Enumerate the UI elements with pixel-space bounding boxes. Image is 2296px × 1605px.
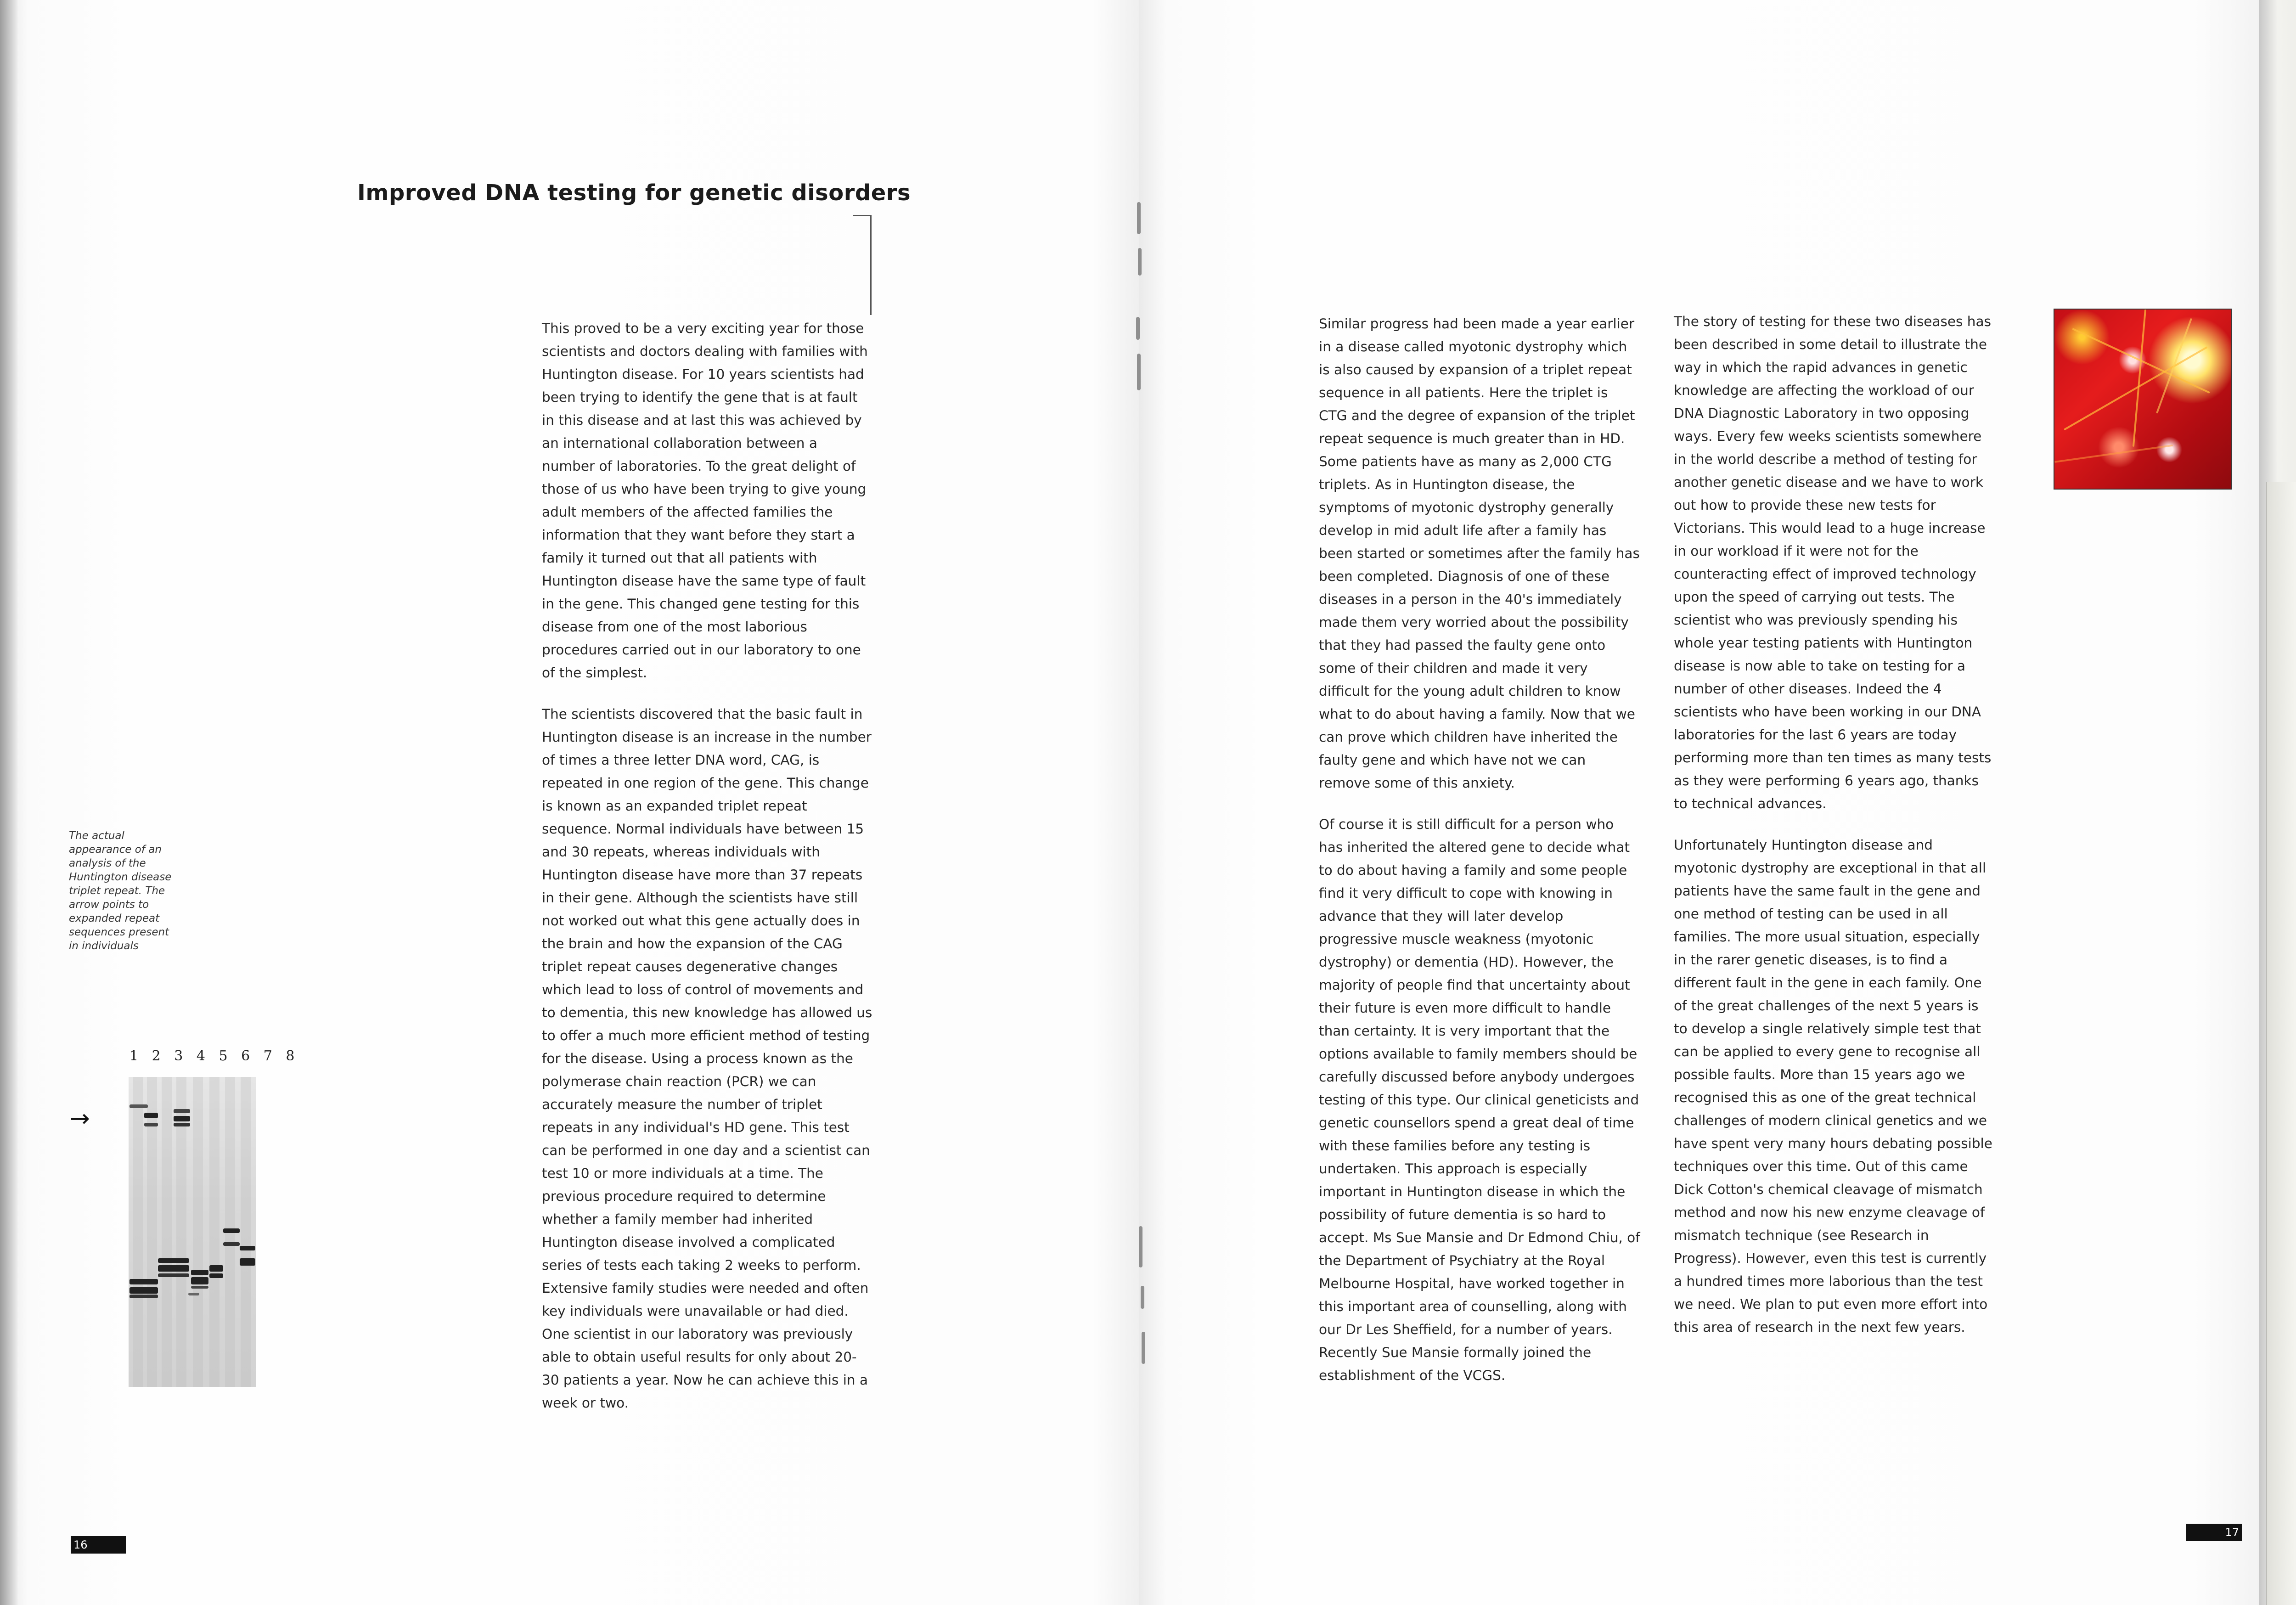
text-column-2: [1319, 312, 1640, 1405]
paragraph: Similar progress had been made a year earlier in a disease called myotonic dystrophy which is also caused by expansion of a triplet repeat sequence in all patients. Here the triplet is CTG and the degree of expansion of the triplet repeat sequence is much greater than in HD. Some patients have as many as 2,000 CTG triplets. As in Huntington disease, the symptoms of myotonic dystrophy generally develop in mid adult life after a family has been started or sometimes after the family has been completed. Diagnosis of one of these diseases in a person in the 40's immediately made them very worried about the possibility that they had passed the faulty gene onto some of their children and made it very difficult for the young adult children to know what to do about having a family. Now that we can prove which children have inherited the faulty gene and which have not we can remove some of this anxiety.: [1319, 316, 1640, 791]
page-title: Improved DNA testing for genetic disorders: [357, 180, 911, 206]
paragraph: Of course it is still difficult for a person who has inherited the altered gene to decide what to do about having a family and some people find it very difficult to cope with knowing in advance that they will later develop progressive muscle weakness (myotonic dystrophy) or dementia (HD). However, the majority of people find that uncertainty about their future is even more difficult to handle than certainty. It is very important that the options available to family members should be carefully discussed before anybody undergoes testing of this type. Our clinical geneticists and genetic counsellors spend a great deal of time with these families before any testing is undertaken. This approach is especially important in Huntington disease in which the possibility of future dementia is so hard to accept. Ms Sue Mansie and Dr Edmond Chiu, of the Department of Psychiatry at the Royal Melbourne Hospital, have worked together in this important area of counselling, along with our Dr Les Sheffield, for a number of years. Recently Sue Mansie formally joined the establishment of the VCGS.: [1319, 817, 1640, 1383]
gel-image: [129, 1077, 256, 1387]
page-edge-lower: [2266, 482, 2296, 1605]
gel-lane-labels: 1 2 3 4 5 6 7 8: [129, 1048, 299, 1064]
page-number-left: 16: [71, 1536, 126, 1554]
title-rule-tick: [853, 215, 872, 216]
page-number-right: 17: [2186, 1524, 2242, 1541]
figure-caption: The actual appearance of an analysis of the Huntington disease triplet repeat. The arrow points to expanded repeat sequences present in individuals: [69, 830, 172, 952]
text-column-1: [542, 317, 872, 1433]
binding-shadow: [0, 0, 18, 1605]
paragraph: This proved to be a very exciting year for those scientists and doctors dealing with families with Huntington disease. For 10 years scientists had been trying to identify the gene that is at fault in this disease and at last this was achieved by an international collaboration between a number of laboratories. To the great delight of those of us who have been trying to give young adult members of the affected families the information that they want before they start a family it turned out that all patients with Huntington disease have the same type of fault in the gene. This changed gene testing for this disease from one of the most laborious procedures carried out in our laboratory to one of the simplest.: [542, 321, 868, 681]
arrow-icon: →: [70, 1105, 90, 1132]
paragraph: The scientists discovered that the basic fault in Huntington disease is an increase in the number of times a three letter DNA word, CAG, is repeated in one region of the gene. This change is known as an expanded triplet repeat sequence. Normal individuals have between 15 and 30 repeats, whereas individuals with Huntington disease have more than 37 repeats in their gene. Although the scientists have still not worked out what this gene actually does in the brain and how the expansion of the CAG triplet repeat causes degenerative changes which lead to loss of control of movements and to dementia, this new knowledge has allowed us to offer a much more efficient method of testing for the disease. Using a process known as the polymerase chain reaction (PCR) we can accurately measure the number of triplet repeats in any individual's HD gene. This test can be performed in one day and a scientist can test 10 or more individuals at a time. The previous procedure required to determine whether a family member had inherited Huntington disease involved a complicated series of tests each taking 2 weeks to perform. Extensive family studies were needed and often key individuals were unavailable or had died. One scientist in our laboratory was previously able to obtain useful results for only about 20-30 patients a year. Now he can achieve this in a week or two.: [542, 706, 872, 1411]
paragraph: Unfortunately Huntington disease and myotonic dystrophy are exceptional in that all patients have the same fault in the gene and one method of testing can be used in all families. The more usual situation, especially in the rarer genetic diseases, is to find a different fault in the gene in each family. One of the great challenges of the next 5 years is to develop a single relatively simple test that can be applied to every gene to recognise all possible faults. More than 15 years ago we recognised this as one of the great technical challenges of modern clinical genetics and we have spent very many hours debating possible techniques over this time. Out of this came Dick Cotton's chemical cleavage of mismatch method and now his new enzyme cleavage of mismatch technique (see Research in Progress). However, even this test is currently a hundred times more laborious than the test we need. We plan to put even more effort into this area of research in the next few years.: [1674, 837, 1992, 1335]
paragraph: The story of testing for these two diseases has been described in some detail to illustrate the way in which the rapid advances in genetic knowledge are affecting the workload of our DNA Diagnostic Laboratory in two opposing ways. Every few weeks scientists somewhere in the world describe a method of testing for another genetic disease and we have to work out how to provide these new tests for Victorians. This would lead to a huge increase in our workload if it were not for the counteracting effect of improved technology upon the speed of carrying out tests. The scientist who was previously spending his whole year testing patients with Huntington disease is now able to take on testing for a number of other diseases. Indeed the 4 scientists who have been working in our DNA laboratories for the last 6 years are today performing more than ten times as many tests as they were performing 6 years ago, thanks to technical advances.: [1674, 314, 1992, 811]
text-column-3: [1674, 310, 1995, 1357]
microscope-photo: [2054, 309, 2232, 490]
title-rule: [870, 215, 872, 315]
